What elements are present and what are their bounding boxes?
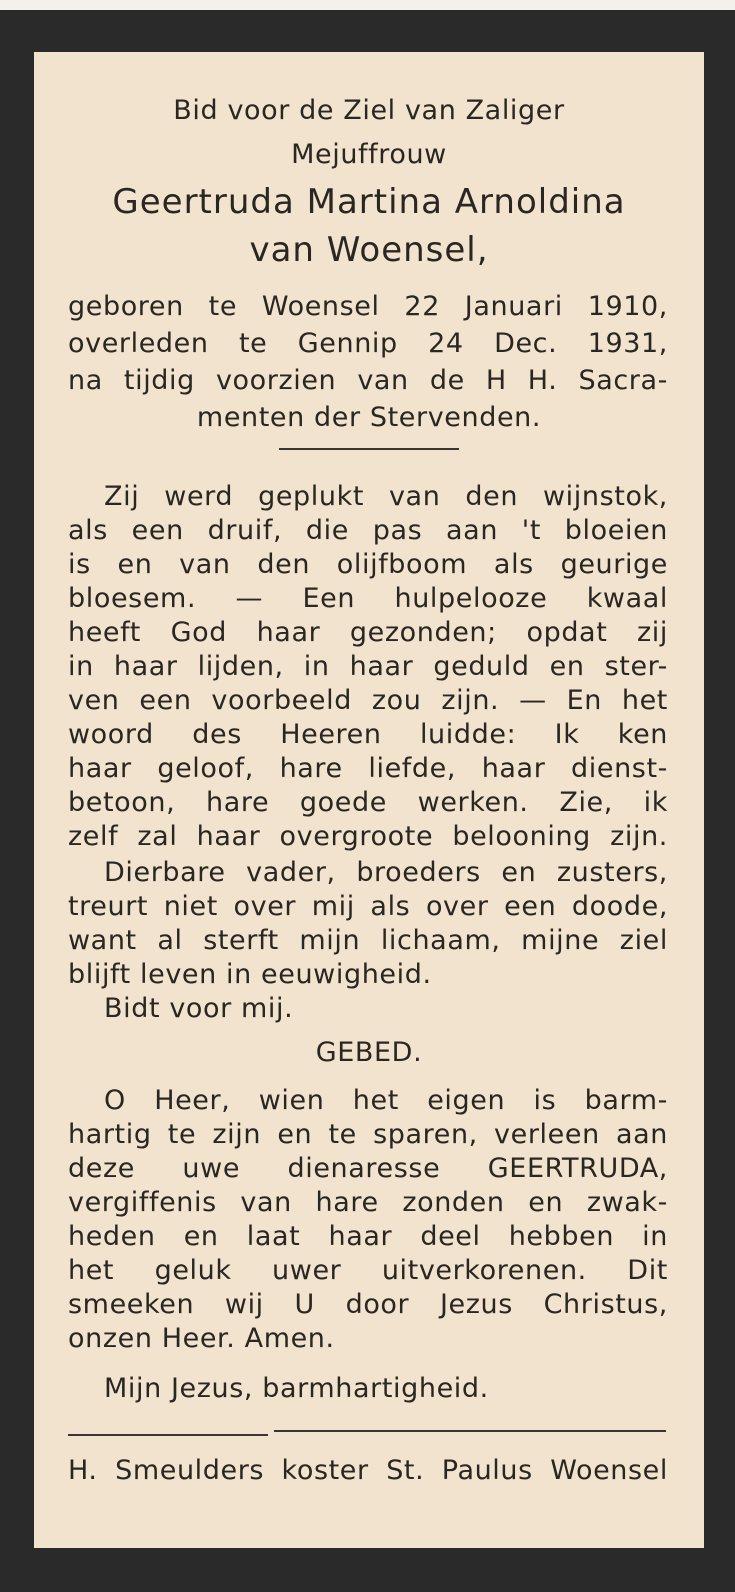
details-line: geboren te Woensel 22 Januari 1910, bbox=[68, 291, 668, 322]
verse-line: Zij werd geplukt van den wijnstok, bbox=[104, 481, 668, 512]
farewell-line: blijft leven in eeuwigheid. bbox=[68, 959, 432, 990]
name-line-1: Geertruda Martina Arnoldina bbox=[112, 182, 626, 222]
section-divider bbox=[279, 448, 459, 450]
prayer-line: hartig te zijn en te sparen, verleen aan bbox=[68, 1119, 668, 1150]
verse-line: is en van den olijfboom als geurige bbox=[68, 549, 668, 580]
verse-line: ven een voorbeeld zou zijn. — En het bbox=[68, 685, 668, 716]
verse-line: woord des Heeren luidde: Ik ken bbox=[68, 719, 668, 750]
footer-divider-left bbox=[68, 1434, 268, 1436]
prayer-line: onzen Heer. Amen. bbox=[68, 1323, 335, 1354]
farewell-line: want al sterft mijn lichaam, mijne ziel bbox=[68, 925, 668, 956]
invocation: Mijn Jezus, barmhartigheid. bbox=[104, 1373, 489, 1404]
farewell-line: Dierbare vader, broeders en zusters, bbox=[104, 857, 668, 888]
card-paper bbox=[34, 52, 704, 1548]
verse-line: in haar lijden, in haar geduld en ster- bbox=[68, 651, 668, 682]
prayer-line: O Heer, wien het eigen is barm- bbox=[104, 1085, 668, 1116]
verse-line: zelf zal haar overgroote belooning zijn. bbox=[68, 821, 668, 852]
header-line-2: Mejuffrouw bbox=[291, 139, 447, 170]
details-line: na tijdig voorzien van de H H. Sacra- bbox=[68, 365, 668, 396]
prayer-line: smeeken wij U door Jezus Christus, bbox=[68, 1289, 668, 1320]
prayer-line: vergiffenis van hare zonden en zwak- bbox=[68, 1187, 668, 1218]
prayer-line: deze uwe dienaresse GEERTRUDA, bbox=[68, 1153, 668, 1184]
details-line: overleden te Gennip 24 Dec. 1931, bbox=[68, 328, 668, 359]
name-line-2: van Woensel, bbox=[249, 230, 489, 270]
details-line: menten der Stervenden. bbox=[196, 402, 542, 433]
verse-line: bloesem. — Een hulpelooze kwaal bbox=[68, 583, 668, 614]
verse-line: als een druif, die pas aan 't bloeien bbox=[68, 515, 668, 546]
header-line-1: Bid voor de Ziel van Zaliger bbox=[173, 95, 565, 126]
prayer-title: GEBED. bbox=[315, 1037, 423, 1068]
farewell-line: treurt niet over mij als over een doode, bbox=[68, 891, 668, 922]
printer-credit: H. Smeulders koster St. Paulus Woensel bbox=[68, 1455, 668, 1486]
farewell-line: Bidt voor mij. bbox=[104, 993, 294, 1024]
verse-line: heeft God haar gezonden; opdat zij bbox=[68, 617, 668, 648]
prayer-line: het geluk uwer uitverkorenen. Dit bbox=[68, 1255, 668, 1286]
memorial-card bbox=[0, 10, 735, 1592]
verse-line: haar geloof, hare liefde, haar dienst- bbox=[68, 753, 668, 784]
verse-line: betoon, hare goede werken. Zie, ik bbox=[68, 787, 668, 818]
prayer-line: heden en laat haar deel hebben in bbox=[68, 1221, 668, 1252]
footer-divider-right bbox=[274, 1430, 666, 1432]
